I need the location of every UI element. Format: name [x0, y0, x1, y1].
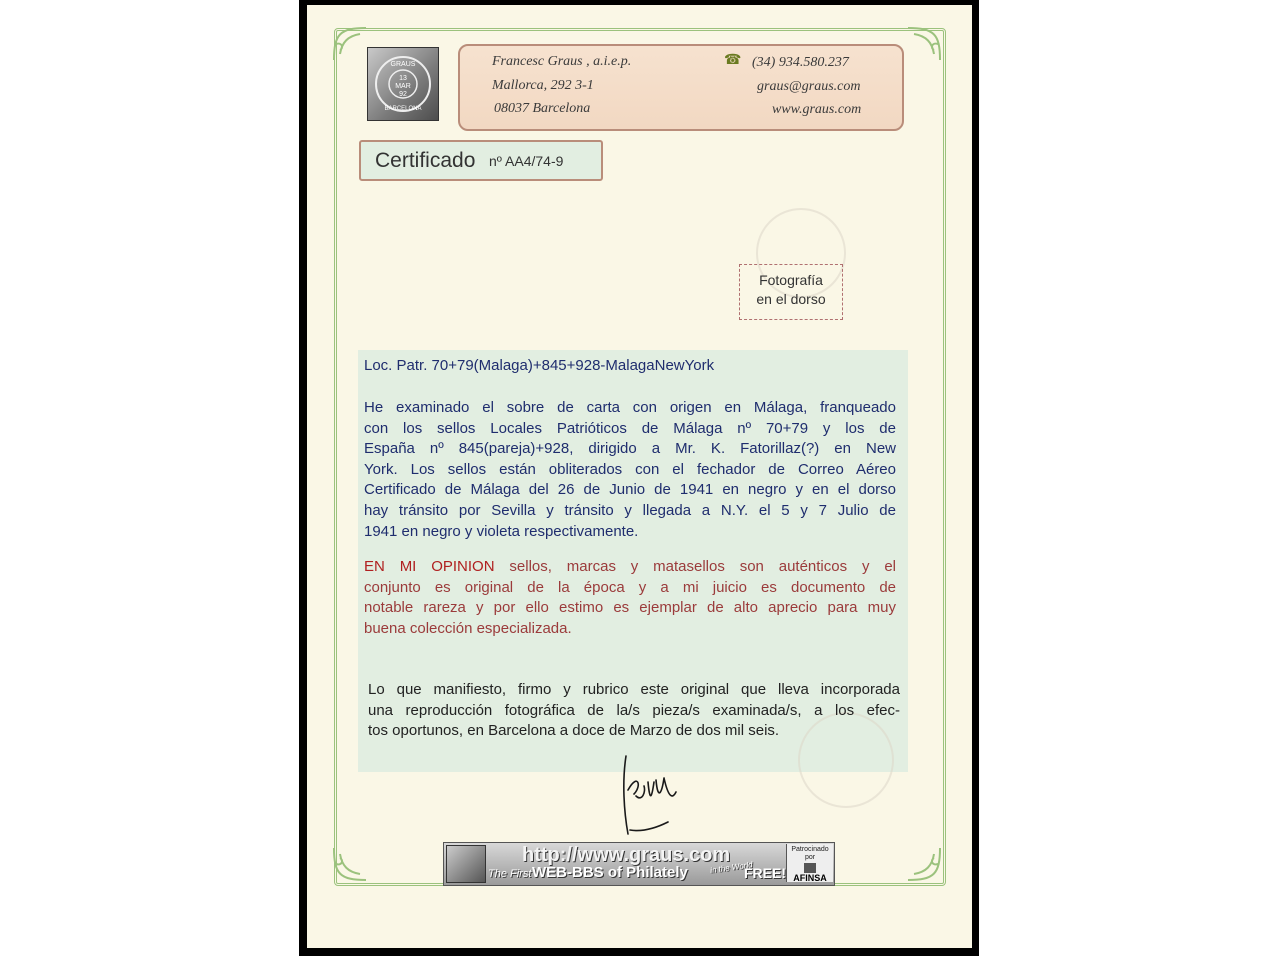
banner-bbs: WEB-BBS of Philately	[532, 864, 688, 881]
banner-first: The First	[488, 868, 532, 880]
corner-ornament-bottom-left	[330, 844, 370, 884]
graus-postmark-logo	[367, 47, 439, 121]
declaration-line: tos oportunos, en Barcelona a doce de Marzo de dos mil seis.	[368, 722, 780, 740]
examination-line: He examinado el sobre de carta con origen en Málaga, franqueado	[364, 399, 896, 416]
banner-free: FREE!	[744, 865, 786, 881]
banner-world: in the World	[709, 860, 754, 875]
examination-line: España nº 845(pareja)+928, dirigido a Mr. K. Fatorillaz(?) en New	[364, 440, 896, 458]
opinion-line-rest: sellos, marcas y matasellos son auténticos y el	[494, 558, 896, 575]
photo-note-box	[739, 264, 843, 320]
issuer-city: 08037 Barcelona	[494, 101, 591, 116]
examination-line: Certificado de Málaga del 26 de Junio de 1941 en negro y en el dorso	[364, 481, 896, 499]
lot-reference: Loc. Patr. 70+79(Malaga)+845+928-MalagaNewYork	[364, 357, 715, 374]
stamp-text-top: GRAUS	[390, 61, 416, 68]
issuer-name: Francesc Graus , a.i.e.p.	[492, 54, 632, 69]
opinion-line: buena colección especializada.	[364, 619, 572, 637]
opinion-lead: EN MI OPINION	[364, 558, 495, 575]
examination-line: hay tránsito por Sevilla y tránsito y llegada a N.Y. el 5 y 7 Julio de	[364, 501, 896, 519]
issuer-street: Mallorca, 292 3-1	[492, 78, 594, 93]
issuer-phone: (34) 934.580.237	[752, 55, 849, 70]
declaration-line: una reproducción fotográfica de la/s pieza/s examinada/s, a los efec-	[368, 701, 900, 719]
issuer-website: www.graus.com	[772, 102, 862, 117]
afinsa-logo-icon	[804, 863, 816, 873]
photo-note-line2: en el dorso	[756, 291, 826, 307]
certificate-heading-box	[359, 140, 603, 181]
banner-sponsor	[786, 844, 833, 882]
certificate-title: Certificado	[375, 149, 476, 172]
issuer-email: graus@graus.com	[757, 79, 861, 94]
corner-ornament-top-right	[904, 24, 944, 64]
examination-line: York. Los sellos están obliterados con el fechador de Correo Aéreo	[364, 460, 896, 478]
examination-line: 1941 en negro y violeta respectivamente.	[364, 522, 639, 540]
graus-web-banner[interactable]	[443, 842, 835, 886]
opinion-line	[364, 557, 896, 578]
sponsor-line2: por	[804, 854, 816, 861]
opinion-line: notable rareza y por ello estimo es ejemplar de alto aprecio para muy	[364, 599, 896, 617]
corner-ornament-top-left	[330, 24, 370, 64]
examination-paragraph	[364, 398, 896, 542]
opinion-line: conjunto es original de la época y a mi juicio es documento de	[364, 578, 896, 596]
banner-url[interactable]: http://www.graus.com	[522, 844, 731, 866]
phone-icon: ☎	[724, 53, 742, 68]
stamp-text-day: 13	[399, 75, 407, 82]
stamp-text-year: 92	[399, 91, 407, 98]
opinion-paragraph	[364, 557, 896, 639]
examination-line: con los sellos Locales Patrióticos de Málaga nº 70+79 y los de	[364, 419, 896, 437]
stamp-text-bottom: BARCELONA	[384, 106, 422, 112]
sponsor-name: AFINSA	[793, 873, 827, 883]
corner-ornament-bottom-right	[904, 844, 944, 884]
photo-note-line1: Fotografía	[759, 272, 823, 288]
sponsor-line1: Patrocinado	[791, 846, 829, 853]
banner-stamp-logo	[446, 845, 486, 883]
certificate-number: nº AA4/74-9	[489, 153, 564, 169]
declaration-line: Lo que manifiesto, firmo y rubrico este original que lleva incorporada	[368, 681, 900, 698]
declaration-paragraph	[368, 680, 900, 742]
handwritten-signature	[612, 752, 682, 838]
stamp-text-month: MAR	[395, 83, 411, 90]
